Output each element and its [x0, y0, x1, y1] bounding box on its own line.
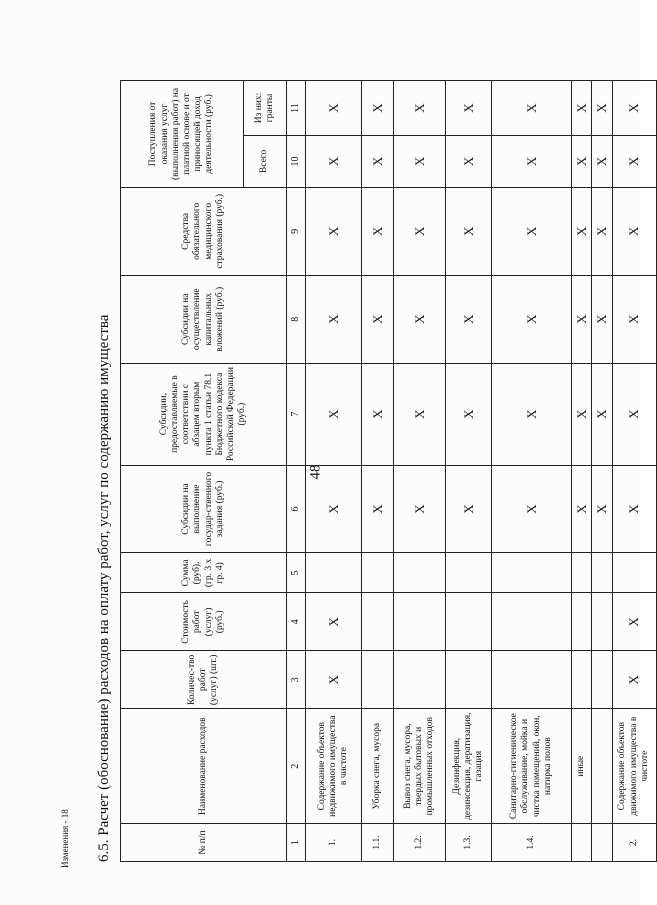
row-cell [592, 651, 612, 709]
row-cell: Х [446, 275, 492, 363]
row-cell: Х [394, 135, 446, 187]
table-row [572, 81, 592, 862]
row-cell: Х [592, 187, 612, 275]
row-name: Санитарно-гигиеническое обслуживание, мойка и чистка помещений, окон, натирка полов [492, 709, 572, 824]
row-cell: Х [592, 275, 612, 363]
header-name: Наименование расходов [121, 709, 287, 824]
row-cell [492, 553, 572, 593]
row-cell [572, 553, 592, 593]
row-cell [446, 651, 492, 709]
header-subsidy-budget: Субсидии, предоставляемые в соответствии с абзацем вторым пункта 1 статьи 78.1 Бюджетного кодекса Российской Федерации (руб.) [121, 363, 287, 465]
row-cell: Х [362, 363, 394, 465]
header-qty: Количес-тво работ (услуг) (шт.) [121, 651, 287, 709]
row-cell: Х [306, 135, 362, 187]
row-cell: Х [306, 465, 362, 553]
row-cell: Х [492, 363, 572, 465]
row-cell: Х [492, 275, 572, 363]
row-number: 1.3. [446, 824, 492, 862]
row-cell: Х [394, 363, 446, 465]
row-cell: Х [306, 363, 362, 465]
row-cell [394, 553, 446, 593]
row-cell: Х [612, 465, 656, 553]
row-cell: Х [306, 275, 362, 363]
row-cell: Х [612, 187, 656, 275]
header-cost: Стоимость работ (услуг) (руб.) [121, 593, 287, 651]
row-cell: Х [572, 187, 592, 275]
row-name: Содержание объектов недвижимого имущества в чистоте [306, 709, 362, 824]
expense-table [120, 80, 657, 862]
header-row [121, 81, 244, 862]
row-cell: Х [492, 135, 572, 187]
row-cell [306, 553, 362, 593]
row-cell: Х [612, 363, 656, 465]
row-cell: Х [612, 81, 656, 136]
table-row [612, 81, 656, 862]
row-cell [446, 593, 492, 651]
row-name: Содержание объектов движимого имущества в чистоте [612, 709, 656, 824]
header-total: Всего [244, 135, 287, 187]
col-number: 2 [287, 709, 306, 824]
row-cell: Х [592, 81, 612, 136]
header-oms: Средства обязательного медицинского страхования (руб.) [121, 187, 287, 275]
table-row [306, 81, 362, 862]
row-number: 1.1. [362, 824, 394, 862]
row-cell [572, 593, 592, 651]
header-sum: Сумма (руб). (гр. 3 x гр. 4) [121, 553, 287, 593]
row-cell: Х [306, 187, 362, 275]
row-cell: Х [592, 363, 612, 465]
table-row [362, 81, 394, 862]
header-income: Поступления от оказания услуг (выполнения работ) на платной основе и от приносящей доход деятельности (руб.) [121, 81, 244, 188]
col-number: 5 [287, 553, 306, 593]
header-subsidy-capital: Субсидии на осуществление капитальных вложений (руб.) [121, 275, 287, 363]
table-row [394, 81, 446, 862]
row-number [572, 824, 592, 862]
row-cell: Х [612, 135, 656, 187]
section-title: 6.5. Расчет (обоснование) расходов на оплату работ, услуг по содержанию имущества [96, 314, 112, 862]
col-number: 1 [287, 824, 306, 862]
header-grants: Из них: гранты [244, 81, 287, 136]
row-cell: Х [592, 465, 612, 553]
row-cell: Х [572, 363, 592, 465]
row-cell: Х [362, 275, 394, 363]
revision-footer: Изменения - 18 [60, 809, 70, 868]
row-cell [362, 651, 394, 709]
row-cell: Х [572, 465, 592, 553]
row-cell: Х [492, 465, 572, 553]
row-cell: Х [572, 81, 592, 136]
row-cell [394, 593, 446, 651]
table-row [492, 81, 572, 862]
header-subsidy-state: Субсидии на выполнение государ-ственного задания (руб.) [121, 465, 287, 553]
row-cell [492, 651, 572, 709]
row-cell [612, 553, 656, 593]
row-cell [572, 651, 592, 709]
col-number: 8 [287, 275, 306, 363]
row-cell: Х [362, 135, 394, 187]
row-name: Вывоз снега, мусора, твердых бытовых и промышленных отходов [394, 709, 446, 824]
row-cell [492, 593, 572, 651]
row-cell: Х [492, 187, 572, 275]
col-number: 7 [287, 363, 306, 465]
header-num: № п/п [121, 824, 287, 862]
row-number: 1. [306, 824, 362, 862]
col-number: 4 [287, 593, 306, 651]
table-row [446, 81, 492, 862]
col-number: 3 [287, 651, 306, 709]
row-number: 2. [612, 824, 656, 862]
column-number-row [287, 81, 306, 862]
row-cell: Х [394, 187, 446, 275]
row-cell: Х [612, 275, 656, 363]
col-number: 9 [287, 187, 306, 275]
col-number: 10 [287, 135, 306, 187]
row-cell [394, 651, 446, 709]
row-name: иные [572, 709, 592, 824]
row-cell: Х [306, 81, 362, 136]
row-cell: Х [446, 135, 492, 187]
row-cell: Х [306, 651, 362, 709]
row-cell: Х [362, 187, 394, 275]
col-number: 6 [287, 465, 306, 553]
row-cell: Х [446, 81, 492, 136]
row-number: 1.4. [492, 824, 572, 862]
row-cell: Х [572, 275, 592, 363]
row-cell: Х [306, 593, 362, 651]
row-cell: Х [612, 593, 656, 651]
col-number: 11 [287, 81, 306, 136]
row-cell [446, 553, 492, 593]
row-cell: Х [572, 135, 592, 187]
row-cell: Х [446, 187, 492, 275]
row-cell [592, 553, 612, 593]
table-row [592, 81, 612, 862]
row-cell: Х [362, 465, 394, 553]
row-cell: Х [394, 81, 446, 136]
row-cell: Х [446, 465, 492, 553]
row-cell: Х [394, 465, 446, 553]
row-cell: Х [362, 81, 394, 136]
page-number: 48 [307, 464, 324, 480]
row-name [592, 709, 612, 824]
row-cell: Х [612, 651, 656, 709]
rotated-content [92, 80, 650, 862]
row-cell: Х [446, 363, 492, 465]
row-cell: Х [394, 275, 446, 363]
row-name: Уборка снега, мусора [362, 709, 394, 824]
table-body [306, 81, 657, 862]
row-cell: Х [592, 135, 612, 187]
row-cell [362, 553, 394, 593]
row-number [592, 824, 612, 862]
row-cell [592, 593, 612, 651]
row-number: 1.2. [394, 824, 446, 862]
row-name: Дезинфекция, дезинсекция, дератизация, газация [446, 709, 492, 824]
row-cell: Х [492, 81, 572, 136]
row-cell [362, 593, 394, 651]
